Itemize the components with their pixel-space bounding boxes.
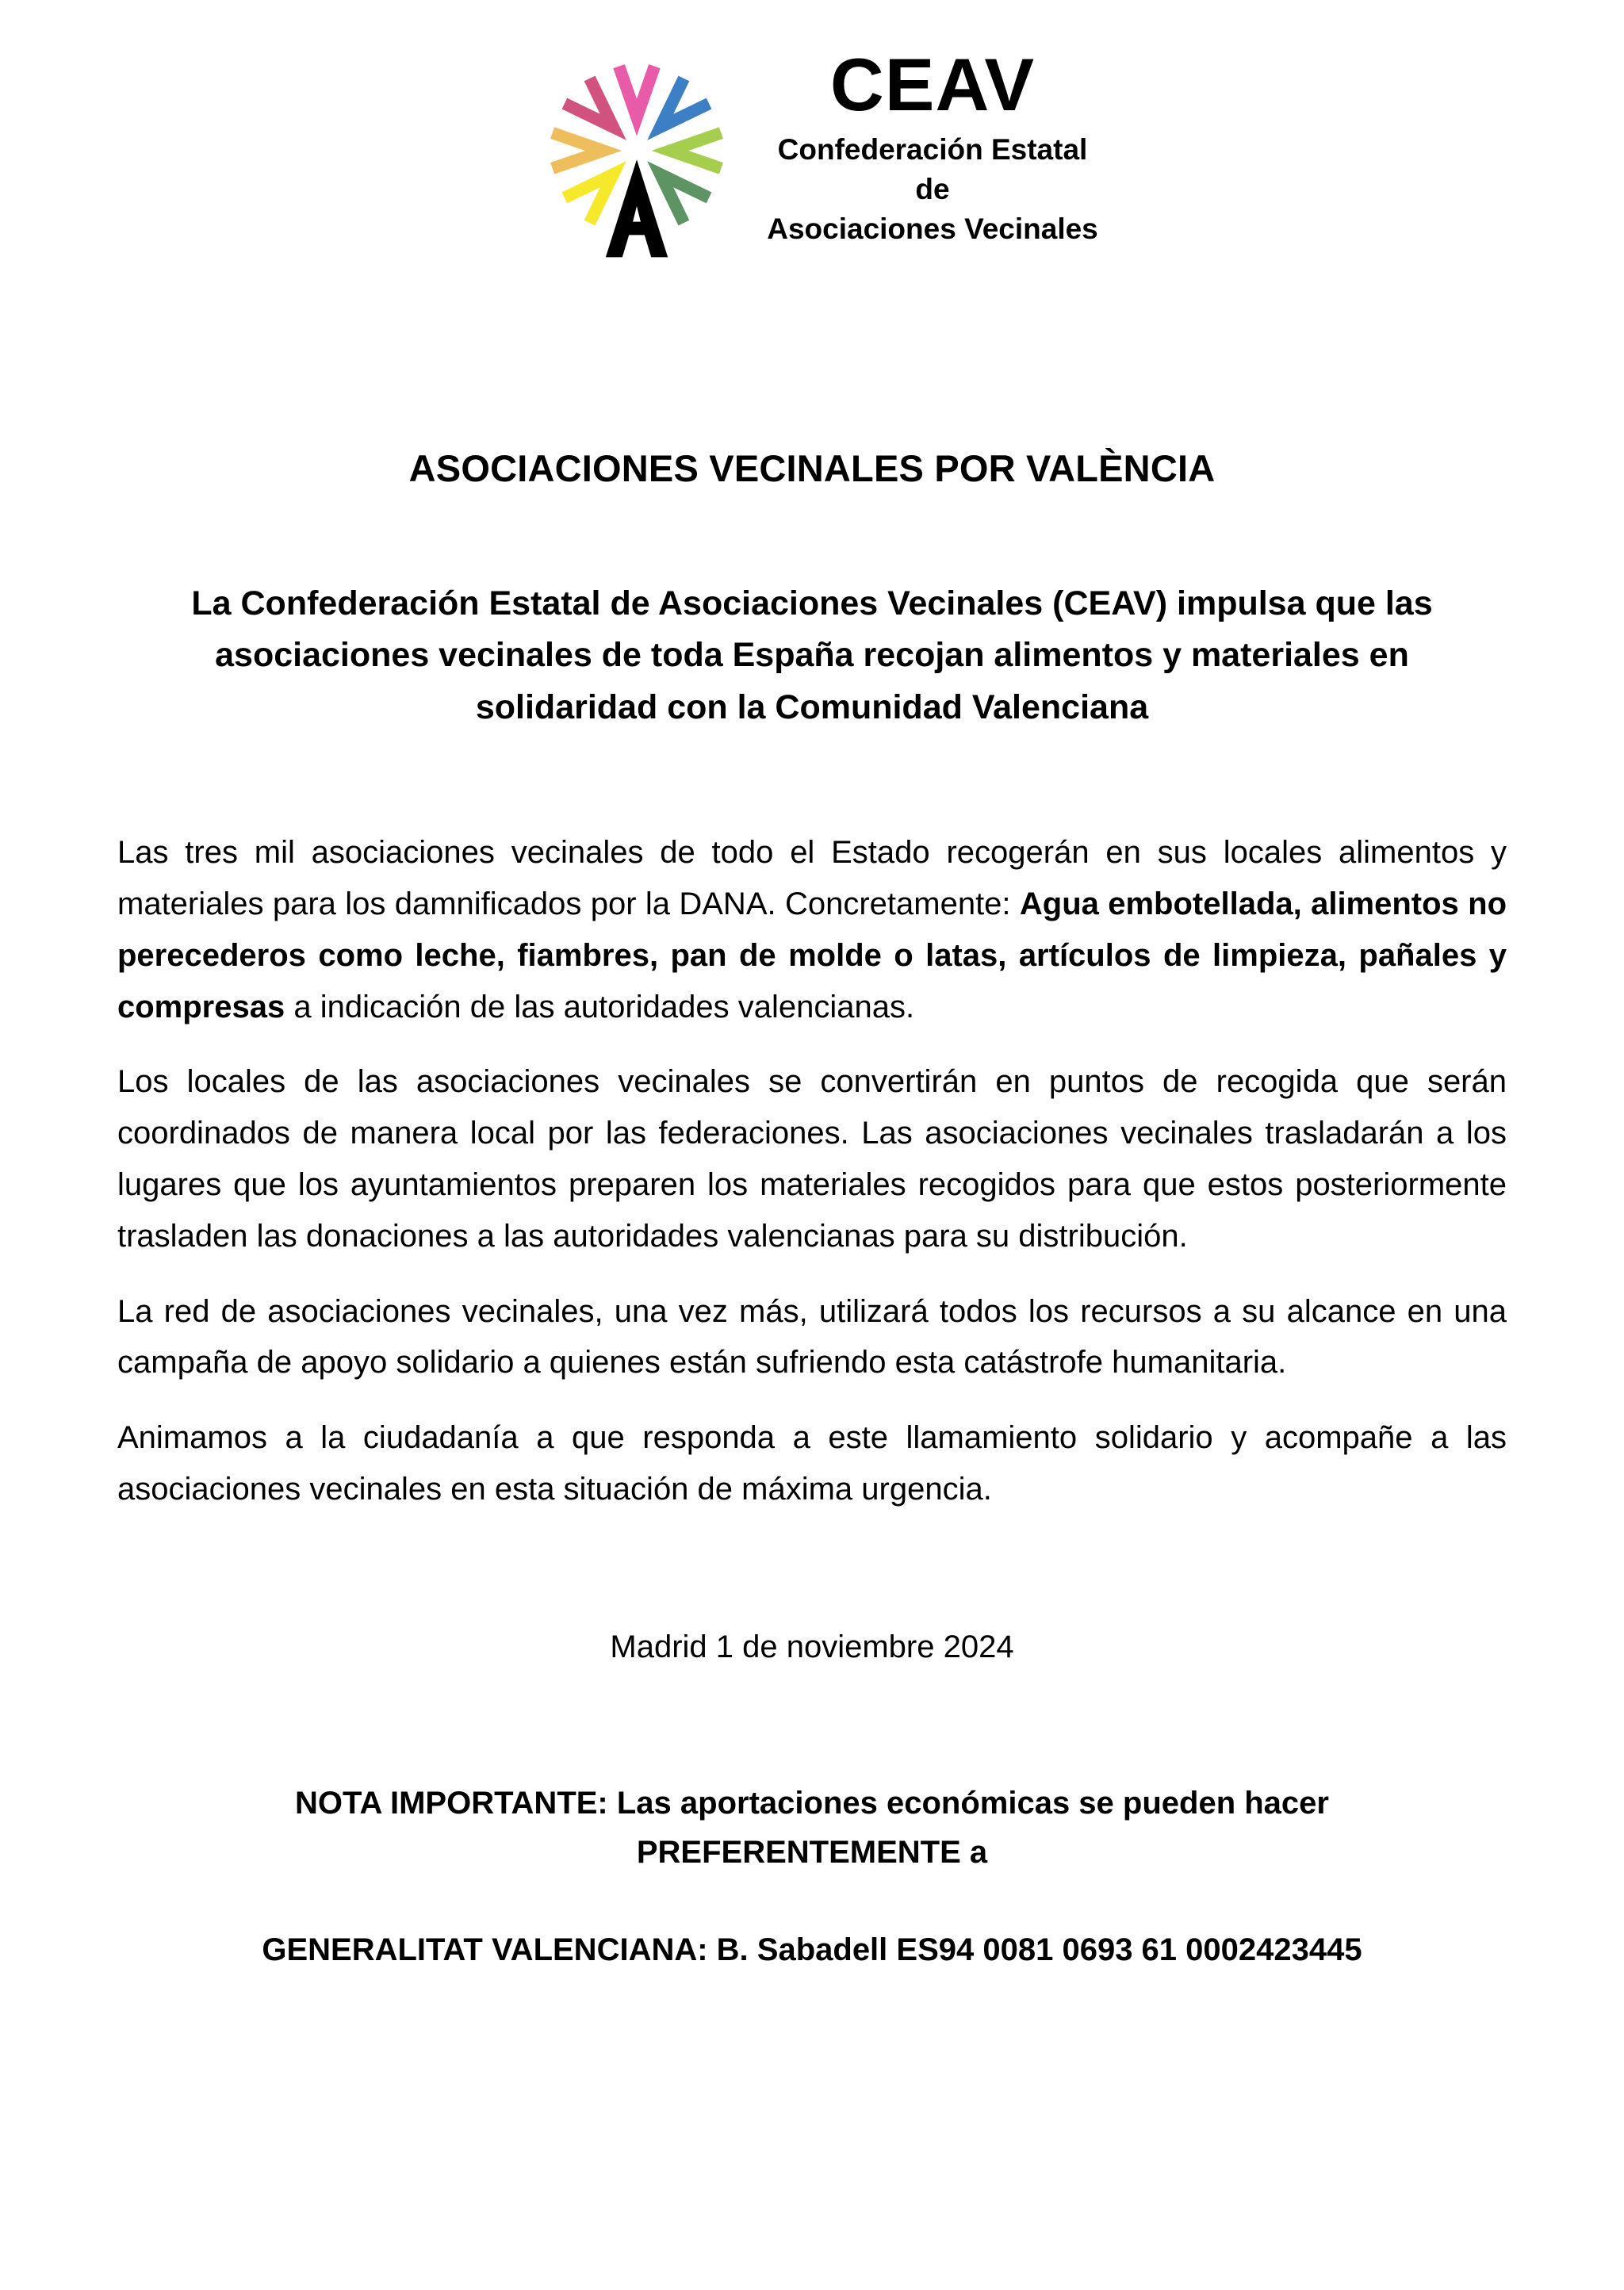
bank-account-line: GENERALITAT VALENCIANA: B. Sabadell ES94 0081 0693 61 0002423445 xyxy=(262,1932,1362,1967)
brand-name: CEAV xyxy=(829,43,1036,127)
ceav-wordmark xyxy=(767,43,1098,254)
document-content xyxy=(117,444,1507,1974)
important-note-line-2: PREFERENTEMENTE a xyxy=(636,1834,988,1870)
ceav-logo-mark-icon xyxy=(526,40,748,262)
brand-tagline xyxy=(767,130,1098,249)
important-note xyxy=(117,1779,1507,1877)
body-paragraph-4: Animamos a la ciudadanía a que responda a este llamamiento solidario y acompañe a las asociaciones vecinales en esta situación de máxima urgencia. xyxy=(117,1420,1507,1507)
body-paragraph-2: Los locales de las asociaciones vecinales se convertirán en puntos de recogida que serán coordinados de manera local por las federaciones. Las asociaciones vecinales trasladarán a los lugares que los ayuntamientos preparen los materiales recogidos para que estos posteriormente trasladen las donaciones a las autoridades valencianas para su distribución. xyxy=(117,1064,1507,1254)
ceav-logo-header xyxy=(0,32,1624,270)
body-paragraph-3: La red de asociaciones vecinales, una vez más, utilizará todos los recursos a su alcance en una campaña de apoyo solidario a quienes están sufriendo esta catástrofe humanitaria. xyxy=(117,1293,1507,1381)
document-subtitle: La Confederación Estatal de Asociaciones Vecinales (CEAV) impulsa que las asociaciones vecinales de toda España recojan alimentos y materiales en solidaridad con la Comunidad Valenciana xyxy=(191,584,1433,726)
paragraph-1-plain-lead: Las tres mil asociaciones vecinales de todo el Estado recogerán en sus locales alimentos y materiales para los damnificados por la DANA. Concretamente: xyxy=(117,835,1507,921)
paragraph-1-plain-tail: a indicación de las autoridades valencianas. xyxy=(285,989,915,1024)
body-paragraph-1 xyxy=(117,827,1507,1032)
brand-tagline-line-3: Asociaciones Vecinales xyxy=(767,212,1098,245)
important-note-line-1: NOTA IMPORTANTE: Las aportaciones económicas se pueden hacer xyxy=(294,1785,1329,1821)
brand-tagline-line-1: Confederación Estatal xyxy=(777,133,1088,167)
paragraph-1-bold-items: Agua embotellada, alimentos no perecederos como leche, fiambres, pan de molde o latas, artículos de limpieza, pañales y compresas xyxy=(117,886,1507,1024)
brand-tagline-line-2: de xyxy=(915,173,950,206)
date-line: Madrid 1 de noviembre 2024 xyxy=(610,1629,1014,1664)
page-title: ASOCIACIONES VECINALES POR VALÈNCIA xyxy=(408,447,1216,489)
